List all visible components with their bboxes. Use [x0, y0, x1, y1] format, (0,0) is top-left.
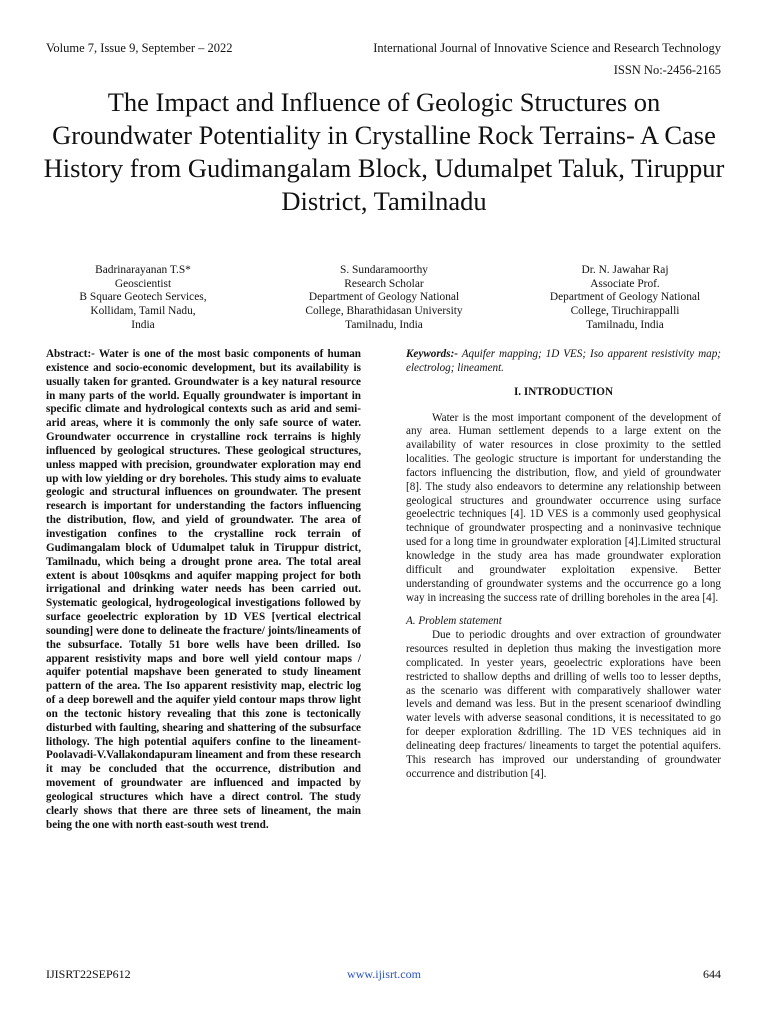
author-affiliation: B Square Geotech Services, — [79, 291, 207, 304]
page-number: 644 — [703, 967, 721, 981]
author-affiliation: Kollidam, Tamil Nadu, — [90, 305, 196, 318]
author-affiliation: Tamilnadu, India — [345, 318, 423, 331]
volume-issue: Volume 7, Issue 9, September – 2022 — [46, 41, 233, 55]
author-name: S. Sundaramoorthy — [340, 264, 428, 276]
author-role: Geoscientist — [114, 277, 172, 290]
author-2 — [279, 264, 489, 333]
author-affiliation: Department of Geology National — [308, 291, 460, 304]
author-affiliation: Department of Geology National — [549, 291, 701, 304]
author-role: Associate Prof. — [590, 277, 660, 290]
abstract: Abstract:- Water is one of the most basic components of human existence and socio-economic development, but its availability is usually taken for granted. Groundwater is a key natural resource in many parts of the world. Equally groundwater is important in specific climate and hydrological contexts such as arid and semi-arid areas, where it is commonly the only safe source of water. Groundwater occurrence in crystalline rock terrains is highly influenced by geological structures. These geological structures, unless mapped with precision, groundwater exploration may end up with low yielding or dry boreholes. This study aims to evaluate geologic and structural influences on groundwater. The present research is important for understanding the factors influencing the distribution, flow, and yield of groundwater. The area of investigation confines to the crystalline rock terrain of Gudimangalam block of Udumalpet taluk in Tiruppur district, Tamilnadu, which being a drought prone area. The total areal extent is about 100sqkms and aquifer mapping project for both irrigational and drinking water needs has been carried out. Systematic geological, hydrogeological investigations followed by surface geoelectric exploration by 1D VES [vertical electrical sounding] were done to delineate the fracture/ joints/lineaments of the subsurface. Totally 51 bore wells have been drilled. Iso apparent resistivity maps and bore well yield contour maps / aquifer potential mapshave been generated to study lineament pattern of the area. The Iso apparent resistivity map, electric log of a deep borewell and the aquifer yield contour maps throw light on the tectonic history revealing that this zone is tectonically disturbed with faulting, shearing and shattering of the subsurface lithology. The high potential aquifers confine to the lineament-Poolavadi-V.Vallakondapuram lineament and from these research it may be concluded that the occurrence, distribution and movement of groundwater are influenced and impacted by geological structures which have a direct control. The study clearly shows that there are three sets of lineament, the main being the one with north east-south west trend. — [46, 348, 361, 831]
journal-name: International Journal of Innovative Science and Research Technology — [373, 41, 721, 55]
keywords — [406, 348, 721, 376]
right-column — [406, 348, 721, 781]
issn: ISSN No:-2456-2165 — [613, 63, 721, 77]
author-affiliation: India — [131, 318, 155, 331]
author-name: Badrinarayanan T.S* — [95, 264, 191, 276]
author-affiliation: College, Tiruchirappalli — [570, 305, 680, 318]
author-role: Research Scholar — [344, 277, 424, 290]
website-link[interactable]: www.ijisrt.com — [347, 967, 421, 981]
paper-title: The Impact and Influence of Geologic Structures on Groundwater Potentiality in Crystalline Rock Terrains- A Case History from Gudimangalam Block, Udumalpet Taluk, Tiruppur District, Tamilnadu — [43, 87, 725, 216]
author-1 — [38, 264, 248, 333]
introduction-heading: I. INTRODUCTION — [513, 385, 614, 398]
author-3 — [520, 264, 730, 333]
problem-statement-paragraph: Due to periodic droughts and over extraction of groundwater resources resulted in depletion thus making the investigation more complicated. In yester years, geoelectric explorations have been restricted to shallow depths and drilling of wells too to lesser depths, as the scenario was different with comparatively shallower water levels and demand was less. But in the present scenarioof dwindling water levels with adverse seasonal conditions, it is necessitated to go for deeper exploration &drilling. The 1D VES techniques aid in delineating deep fractures/ lineaments to target the potential aquifers. This research has improved our understanding of groundwater occurrence and distribution [4]. — [406, 629, 721, 780]
author-name: Dr. N. Jawahar Raj — [581, 264, 669, 276]
introduction-paragraph: Water is the most important component of the development of any area. Human settlement depends to a large extent on the availability of water resources in close proximity to the settled localities. The geologic structure is important for understanding the factors influencing the distribution, flow, and yield of groundwater [8]. The study also endeavors to determine any relationship between geological structures and groundwater occurrence using surface geoelectric techniques [4]. 1D VES is a commonly used geophysical technique of groundwater prospecting and a noninvasive technique used for a long time in groundwater exploration [4].Limited structural knowledge in the study area has made groundwater exploration difficult and groundwater exploitation expensive. Better understanding of groundwater systems and the occurrence go a long way in increasing the success rate of drilling boreholes in the area [4]. — [406, 411, 721, 604]
author-affiliation: College, Bharathidasan University — [305, 305, 463, 318]
paper-id: IJISRT22SEP612 — [46, 967, 131, 981]
author-affiliation: Tamilnadu, India — [586, 318, 664, 331]
problem-statement-heading: A. Problem statement — [406, 615, 502, 628]
keywords-label: Keywords:- — [406, 348, 458, 360]
keywords-text: Aquifer mapping; 1D VES; Iso apparent resistivity map; electrolog; lineament. — [406, 348, 721, 374]
